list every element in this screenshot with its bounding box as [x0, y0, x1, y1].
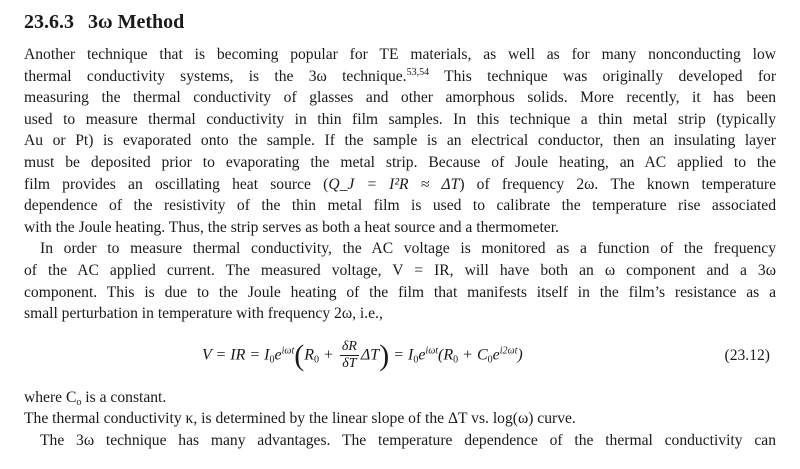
- text-line: where $C_o$ is a constant.: [24, 388, 167, 408]
- text-line: of the AC applied current. The measured voltage, V = IR, will have both an ω component and a 3ω: [24, 261, 776, 279]
- heat-source-formula: Q_J = I²R ≈ ΔT: [328, 175, 460, 193]
- text-line: measuring the thermal conductivity of glasses and other amorphous solids. More recently, it has been: [24, 89, 776, 107]
- text-line: Another technique that is becoming popular for TE materials, as well as for many nonconducting low: [24, 46, 776, 63]
- text-line: film provides an oscillating heat source (Q_J = I²R ≈ ΔT) of frequency 2ω. The known temperature: [24, 175, 777, 193]
- text-line: with the Joule heating. Thus, the strip serves as both a heat source and a thermometer.: [24, 218, 559, 236]
- paragraph-3omega-intro: [24, 44, 776, 238]
- paragraph-constant: [24, 387, 776, 430]
- section-title: 3ω Method: [88, 11, 185, 33]
- text-line: component. This is due to the Joule heating of the film that manifests itself in the film’s resistance as a: [24, 283, 776, 301]
- text-line: In order to measure thermal conductivity, the AC voltage is monitored as a function of the frequency: [40, 240, 776, 258]
- equation-number: (23.12): [724, 346, 770, 364]
- section-number: 23.6.3: [24, 11, 74, 33]
- text-line: must be deposited prior to evaporating the metal strip. Because of Joule heating, an AC applied to the: [24, 153, 776, 171]
- fraction-dR-dT: $\frac{\delta R}{\delta T}$: [341, 339, 357, 372]
- text-line: The thermal conductivity κ, is determined by the linear slope of the ΔT vs. log(ω) curve.: [24, 410, 576, 428]
- text-line: The 3ω technique has many advantages. The temperature dependence of the thermal conductivity can: [40, 431, 776, 449]
- text-line: used to measure thermal conductivity in thin film samples. In this technique a thin metal strip (typically: [24, 110, 776, 128]
- paragraph-measurement: [24, 238, 776, 324]
- page: [24, 8, 776, 452]
- section-heading: [24, 8, 776, 36]
- equation-block: [24, 329, 776, 387]
- text-line: dependence of the resistivity of the thin metal film is used to calibrate the temperature rise associated: [24, 197, 776, 215]
- paragraph-advantages: [24, 430, 776, 452]
- text-line: thermal conductivity systems, is the 3ω technique.$^{53,54}$ This technique was originally developed for: [24, 66, 777, 85]
- text-line: Au or Pt) is evaporated onto the sample. If the sample is an electrical conductor, then an insulating layer: [24, 132, 776, 150]
- equation-voltage: V = IR = $I_0e^{i\omega t}(R_0$ + $\frac{\delta R}{\delta T}$ $\Delta T) = I_0e^{i\omega t}(R_0 + C_0e^{i2\omega t})$: [202, 338, 523, 372]
- citation-ref[interactable]: 53,54: [406, 66, 430, 78]
- text-line: small perturbation in temperature with frequency 2ω, i.e.,: [24, 305, 383, 323]
